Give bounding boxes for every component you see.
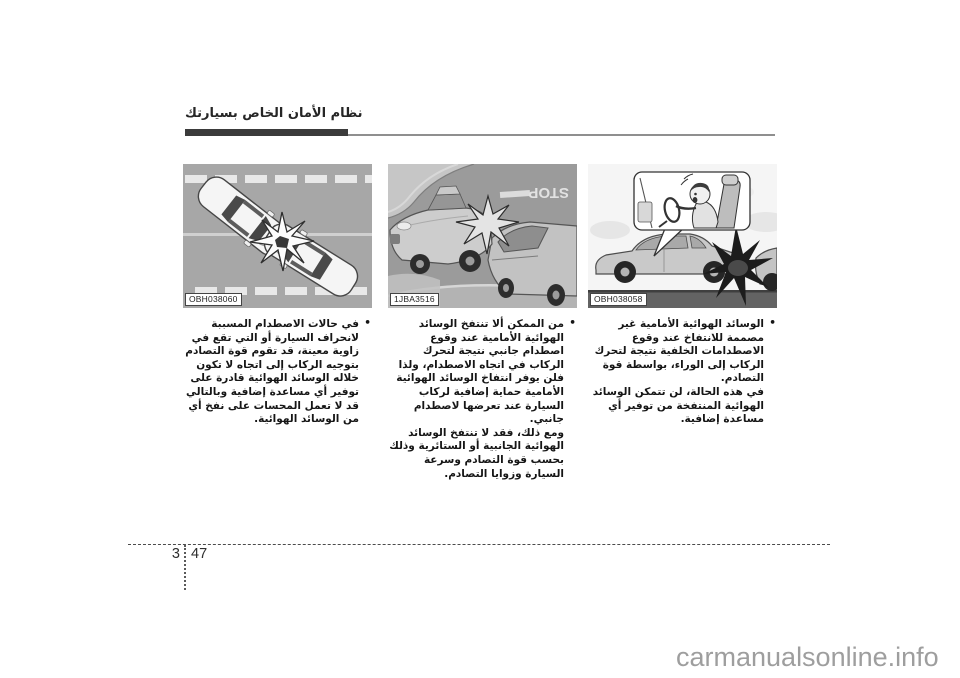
angled-collision-illustration (183, 164, 372, 308)
stop-road-marking-text: STOP (528, 184, 569, 201)
figure-angled-collision (183, 164, 372, 308)
paragraph-text: من الممكن ألا تنتفخ الوسائد الهوائية الأمامية عند وقوع اصطدام جانبي نتيجة لتحرك الركاب في اتجاه الاصطدام، ولذا فلن يوفر انتفاخ الوسائد الهوائية الأمامية حماية إضافية لركاب السيارة عند تعرضها لاصطدام جانبي. (396, 318, 564, 426)
site-watermark: carmanualsonline.info (676, 642, 939, 672)
bullet-marker: • (769, 317, 776, 329)
section-number: 3 (171, 546, 180, 562)
figure-rear-collision (588, 164, 777, 308)
column-rear-collision (588, 164, 777, 427)
page-marker-horizontal-dashes (128, 544, 830, 545)
rear-collision-illustration (588, 164, 777, 308)
headrest (722, 175, 738, 185)
figure-side-collision (388, 164, 577, 308)
bullet-paragraph (588, 318, 777, 427)
figure-code: OBH038060 (185, 293, 242, 306)
paragraph-text: في حالات الاصطدام المسببة لانحراف السيارة أو التي تقع في زاوية معينة، قد تقوم قوة التصادم بتوجيه الركاب إلى اتجاه لا تكون خلاله الوسائد الهوائية قادرة على توفير أي مساعدة إضافية وبالتالي قد لا تعمل المحسات على نفخ أي من الوسائد الهوائية. (185, 318, 359, 426)
page-number: 47 (191, 546, 208, 562)
paragraph-text: الوسائد الهوائية الأمامية غير مصممة للانتفاخ عند وقوع الاصطدامات الخلفية نتيجة لتحرك الركاب إلى الوراء، بواسطة قوة التصادم. (594, 318, 764, 385)
bullet-marker: • (569, 317, 576, 329)
bullet-paragraph (388, 318, 577, 481)
page-title: نظام الأمان الخاص بسيارتك (185, 106, 363, 121)
side-collision-illustration (388, 164, 577, 308)
figure-code: 1JBA3516 (390, 293, 439, 306)
bullet-paragraph (183, 318, 372, 427)
header-accent-bar (185, 129, 348, 136)
figure-code: OBH038058 (590, 293, 647, 306)
bullet-marker: • (364, 317, 371, 329)
paragraph-text: ومع ذلك، فقد لا تنتفخ الوسائد الهوائية الجانبية أو الستائرية وذلك بحسب قوة التصادم وسرعة السيارة وزوايا التصادم. (389, 426, 564, 480)
column-side-collision (388, 164, 577, 481)
paragraph-text: في هذه الحالة، لن تتمكن الوسائد الهوائية المنتفخة من توفير أي مساعدة إضافية. (592, 385, 764, 426)
column-angled-collision (183, 164, 372, 427)
page-marker-vertical-dashes (184, 545, 186, 590)
